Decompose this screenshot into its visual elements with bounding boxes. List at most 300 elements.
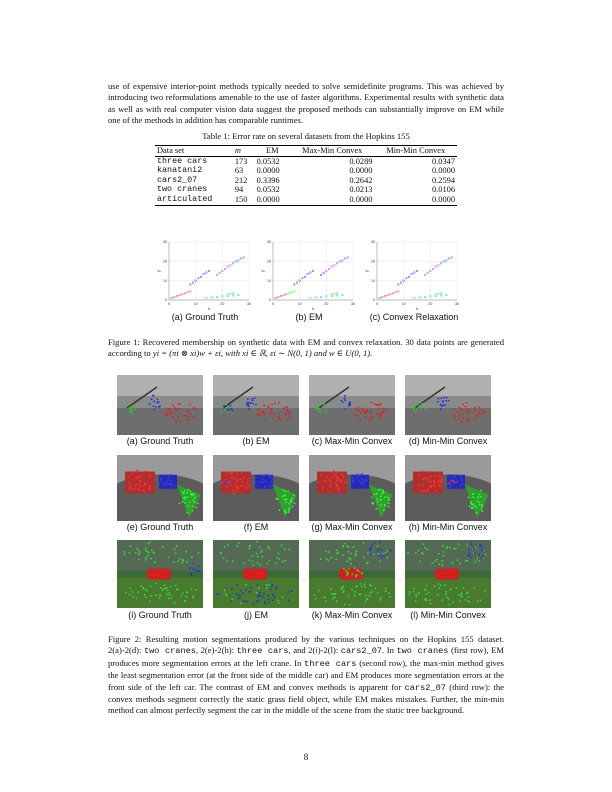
feature-point [227, 483, 229, 485]
feature-point [421, 407, 423, 409]
table-cell: articulated [155, 195, 233, 205]
feature-point [426, 585, 428, 587]
feature-point [347, 557, 349, 559]
scatter-point [293, 290, 295, 292]
feature-point [166, 587, 168, 589]
feature-point [447, 571, 449, 573]
feature-point [259, 595, 261, 597]
feature-point [155, 406, 157, 408]
feature-point [252, 574, 254, 576]
feature-point [378, 489, 380, 491]
scatter-point [216, 296, 218, 298]
feature-point [465, 411, 467, 413]
feature-point [284, 495, 286, 497]
segmentation-image-max-min-convex [309, 375, 395, 435]
feature-point [336, 552, 338, 554]
feature-point [179, 502, 181, 504]
scatter-point [309, 272, 311, 274]
feature-point [154, 561, 156, 563]
feature-point [479, 544, 481, 546]
feature-point [282, 561, 284, 563]
segmentation-image-em [213, 540, 299, 608]
scatter-point [187, 291, 189, 293]
segmentation-image-min-min-convex [405, 540, 491, 608]
feature-point [186, 561, 188, 563]
feature-point [355, 574, 357, 576]
feature-point [150, 558, 152, 560]
scatter-point [387, 294, 389, 296]
scatter-point [448, 258, 450, 260]
feature-point [236, 480, 238, 482]
segmentation-image-min-min-convex [405, 455, 491, 521]
feature-point [357, 415, 359, 417]
feature-point [128, 482, 130, 484]
feature-point [341, 480, 343, 482]
table-header-dataset: Data set [155, 146, 233, 157]
feature-point [273, 417, 275, 419]
feature-point [469, 411, 471, 413]
feature-point [361, 572, 363, 574]
feature-point [287, 600, 289, 602]
feature-point [134, 485, 136, 487]
scatter-point [224, 268, 226, 270]
table-caption: Table 1: Error rate on several datasets from the Hopkins 155 [202, 131, 410, 141]
feature-point [293, 495, 295, 497]
feature-point [187, 512, 189, 514]
scatter-point [341, 259, 343, 261]
scatter-plot-convex [363, 238, 463, 312]
feature-point [366, 562, 368, 564]
feature-point [142, 490, 144, 492]
feature-point [271, 403, 273, 405]
feature-point [385, 552, 387, 554]
feature-point [438, 475, 440, 477]
feature-point [193, 595, 195, 597]
feature-point [185, 551, 187, 553]
feature-point [268, 602, 270, 604]
feature-point [256, 576, 258, 578]
figure1-caption-formula: yi = (πi ⊗ xi)w + εi, with xi ∈ ℝ, εi ∼ N(0, 1) and w ∈ U(0, 1). [152, 348, 373, 359]
photo-sky [213, 375, 299, 396]
feature-point [441, 405, 443, 407]
feature-point [160, 571, 162, 573]
feature-point [167, 573, 169, 575]
feature-point [342, 545, 344, 547]
feature-point [231, 410, 233, 412]
feature-point [163, 484, 165, 486]
feature-point [418, 550, 420, 552]
feature-point [330, 557, 332, 559]
feature-point [229, 405, 231, 407]
feature-point [257, 600, 259, 602]
feature-point [453, 481, 455, 483]
feature-point [168, 597, 170, 599]
feature-point [224, 546, 226, 548]
feature-point [155, 574, 157, 576]
scatter-point [227, 266, 229, 268]
feature-point [149, 541, 151, 543]
feature-point [369, 411, 371, 413]
feature-point [332, 598, 334, 600]
feature-point [344, 543, 346, 545]
feature-point [169, 484, 171, 486]
feature-point [186, 410, 188, 412]
feature-point [128, 476, 130, 478]
feature-point [227, 482, 229, 484]
feature-point [131, 412, 133, 414]
feature-point [429, 599, 431, 601]
fig2-caption-text: , 2(e)-2(h): [195, 645, 235, 656]
feature-point [348, 595, 350, 597]
feature-point [449, 485, 451, 487]
feature-point [317, 408, 319, 410]
feature-point [225, 404, 227, 406]
feature-point [224, 589, 226, 591]
feature-point [343, 476, 345, 478]
feature-point [294, 502, 296, 504]
feature-point [340, 474, 342, 476]
feature-point [150, 475, 152, 477]
feature-point [256, 584, 258, 586]
feature-point [167, 480, 169, 482]
feature-point [271, 599, 273, 601]
feature-point [257, 485, 259, 487]
feature-point [269, 412, 271, 414]
feature-point [228, 479, 230, 481]
segmentation-image-max-min-convex [309, 455, 395, 521]
feature-point [468, 552, 470, 554]
feature-point [264, 573, 266, 575]
feature-point [132, 596, 134, 598]
feature-point [250, 587, 252, 589]
feature-point [145, 550, 147, 552]
table-cell: 0.0000 [290, 195, 374, 205]
feature-point [369, 584, 371, 586]
feature-point [233, 477, 235, 479]
feature-point [379, 560, 381, 562]
feature-point [278, 553, 280, 555]
feature-point [376, 493, 378, 495]
feature-point [427, 488, 429, 490]
feature-point [272, 478, 274, 480]
scatter-point [397, 290, 399, 292]
feature-point [156, 571, 158, 573]
feature-point [438, 563, 440, 565]
feature-point [258, 587, 260, 589]
feature-point [145, 596, 147, 598]
feature-point [348, 568, 350, 570]
feature-point [368, 595, 370, 597]
x-tick-label: 0 [376, 302, 378, 306]
feature-point [416, 404, 418, 406]
feature-point [440, 584, 442, 586]
scatter-point [432, 268, 434, 270]
feature-point [225, 478, 227, 480]
scatter-point [416, 270, 418, 272]
feature-point [384, 409, 386, 411]
feature-point [377, 501, 379, 503]
feature-point [387, 496, 389, 498]
feature-point [129, 552, 131, 554]
feature-point [415, 594, 417, 596]
feature-point [197, 503, 199, 505]
feature-point [438, 583, 440, 585]
feature-point [223, 557, 225, 559]
feature-point [334, 596, 336, 598]
feature-point [453, 575, 455, 577]
feature-point [137, 591, 139, 593]
feature-point [424, 599, 426, 601]
scatter-point [232, 262, 234, 264]
feature-point [462, 403, 464, 405]
y-axis-label: y [260, 269, 265, 273]
feature-point [154, 479, 156, 481]
y-tick-label: 10 [371, 278, 375, 283]
feature-point [187, 496, 189, 498]
feature-point [288, 511, 290, 513]
feature-point [170, 597, 172, 599]
feature-point [247, 398, 249, 400]
scatter-point [229, 293, 231, 295]
feature-point [218, 593, 220, 595]
feature-point [354, 591, 356, 593]
feature-point [347, 572, 349, 574]
feature-point [290, 412, 292, 414]
feature-point [285, 499, 287, 501]
feature-point [315, 598, 317, 600]
scatter-point [229, 264, 231, 266]
feature-point [438, 587, 440, 589]
feature-point [264, 585, 266, 587]
feature-point [246, 487, 248, 489]
feature-point [445, 591, 447, 593]
scatter-point [320, 274, 322, 276]
scatter-point [427, 272, 429, 274]
table-cell: 212 [234, 175, 248, 185]
feature-point [278, 413, 280, 415]
feature-point [230, 471, 232, 473]
feature-point [134, 408, 136, 410]
feature-point [437, 401, 439, 403]
segmentation-image-ground-truth [117, 455, 203, 521]
feature-point [259, 592, 261, 594]
feature-point [470, 501, 472, 503]
feature-point [243, 563, 245, 565]
feature-point [388, 506, 390, 508]
figure1-caption-text: Figure 1: Recovered membership on synthetic data with EM and convex relaxation. 30 data points are generated according to [108, 337, 504, 359]
feature-point [231, 598, 233, 600]
feature-point [379, 541, 381, 543]
segmentation-image-em [213, 455, 299, 521]
feature-point [262, 595, 264, 597]
feature-point [430, 481, 432, 483]
feature-point [285, 406, 287, 408]
feature-point [266, 585, 268, 587]
feature-point [454, 417, 456, 419]
feature-point [155, 594, 157, 596]
feature-point [289, 549, 291, 551]
y-tick-label: 0 [269, 298, 271, 303]
feature-point [195, 589, 197, 591]
feature-point [365, 411, 367, 413]
feature-point [468, 601, 470, 603]
feature-point [240, 602, 242, 604]
feature-point [193, 494, 195, 496]
feature-point [137, 471, 139, 473]
feature-point [129, 411, 131, 413]
feature-point [382, 554, 384, 556]
feature-point [169, 407, 171, 409]
feature-point [442, 545, 444, 547]
feature-point [378, 555, 380, 557]
table-cell: 0.0000 [431, 166, 455, 176]
feature-point [458, 418, 460, 420]
feature-point [236, 472, 238, 474]
scatter-point [173, 296, 175, 298]
feature-point [156, 402, 158, 404]
feature-point [440, 404, 442, 406]
segmentation-image-min-min-convex [405, 375, 491, 435]
scatter-plot-em [259, 238, 359, 312]
feature-point [129, 594, 131, 596]
scatter-point [451, 257, 453, 259]
scatter-point [192, 282, 194, 284]
scatter-point [413, 272, 415, 274]
feature-point [135, 552, 137, 554]
fig2-caption-text: . In [382, 645, 394, 656]
table-cell: 173 [234, 156, 248, 166]
scatter-point [309, 297, 311, 299]
feature-point [425, 593, 427, 595]
feature-point [187, 416, 189, 418]
feature-point [370, 416, 372, 418]
feature-point [355, 586, 357, 588]
feature-point [422, 403, 424, 405]
feature-point [380, 499, 382, 501]
feature-point [237, 598, 239, 600]
feature-point [363, 409, 365, 411]
feature-point [247, 401, 249, 403]
feature-point [430, 476, 432, 478]
scatter-point [392, 292, 394, 294]
feature-point [434, 560, 436, 562]
feature-point [374, 493, 376, 495]
scatter-point [320, 296, 322, 298]
scatter-point [189, 284, 191, 286]
feature-point [385, 588, 387, 590]
feature-point [327, 405, 329, 407]
feature-point [388, 592, 390, 594]
feature-point [372, 591, 374, 593]
segmentation-image-max-min-convex [309, 540, 395, 608]
feature-point [288, 510, 290, 512]
table-cell: 0.0289 [349, 156, 373, 166]
feature-point [193, 407, 195, 409]
feature-point [322, 489, 324, 491]
feature-point [162, 546, 164, 548]
scatter-point [232, 292, 234, 294]
feature-point [446, 546, 448, 548]
feature-point [354, 595, 356, 597]
feature-point [351, 573, 353, 575]
feature-point [264, 601, 266, 603]
feature-point [231, 477, 233, 479]
feature-point [466, 560, 468, 562]
scatter-point [197, 277, 199, 279]
feature-point [444, 584, 446, 586]
feature-point [418, 592, 420, 594]
feature-point [425, 408, 427, 410]
feature-point [354, 414, 356, 416]
feature-point [458, 594, 460, 596]
feature-point [282, 489, 284, 491]
feature-point [184, 496, 186, 498]
feature-point [352, 477, 354, 479]
scatter-point [408, 276, 410, 278]
feature-point [141, 474, 143, 476]
scatter-point [389, 293, 391, 295]
feature-point [442, 404, 444, 406]
feature-point [319, 411, 321, 413]
feature-point [371, 544, 373, 546]
feature-point [165, 412, 167, 414]
feature-point [468, 596, 470, 598]
feature-point [463, 417, 465, 419]
scatter-point [424, 274, 426, 276]
feature-point [261, 550, 263, 552]
feature-point [232, 471, 234, 473]
feature-point [262, 556, 264, 558]
scatter-point [381, 296, 383, 298]
table-cell: kanatani2 [157, 165, 203, 176]
table-header-em: EM [255, 146, 290, 157]
table-header-minmin: Min-Min Convex [374, 146, 457, 157]
y-tick-label: 0 [373, 298, 375, 303]
feature-point [476, 512, 478, 514]
feature-point [277, 498, 279, 500]
feature-point [249, 559, 251, 561]
feature-point [262, 479, 264, 481]
feature-point [262, 481, 264, 483]
feature-point [269, 486, 271, 488]
feature-point [331, 593, 333, 595]
feature-point [192, 568, 194, 570]
feature-point [476, 507, 478, 509]
feature-point [257, 409, 259, 411]
feature-point [474, 409, 476, 411]
feature-point [326, 480, 328, 482]
scatter-point [379, 297, 381, 299]
feature-point [461, 480, 463, 482]
feature-point [125, 592, 127, 594]
feature-point [257, 573, 259, 575]
scatter-point [200, 276, 202, 278]
feature-point [466, 418, 468, 420]
feature-point [377, 404, 379, 406]
feature-point [474, 419, 476, 421]
fig2-subcaption: (j) EM [244, 610, 268, 620]
feature-point [413, 588, 415, 590]
feature-point [277, 600, 279, 602]
feature-point [230, 485, 232, 487]
feature-point [430, 485, 432, 487]
feature-point [279, 509, 281, 511]
table-cell: 0.0532 [256, 156, 280, 166]
feature-point [383, 411, 385, 413]
feature-point [248, 591, 250, 593]
feature-point [419, 560, 421, 562]
feature-point [429, 603, 431, 605]
